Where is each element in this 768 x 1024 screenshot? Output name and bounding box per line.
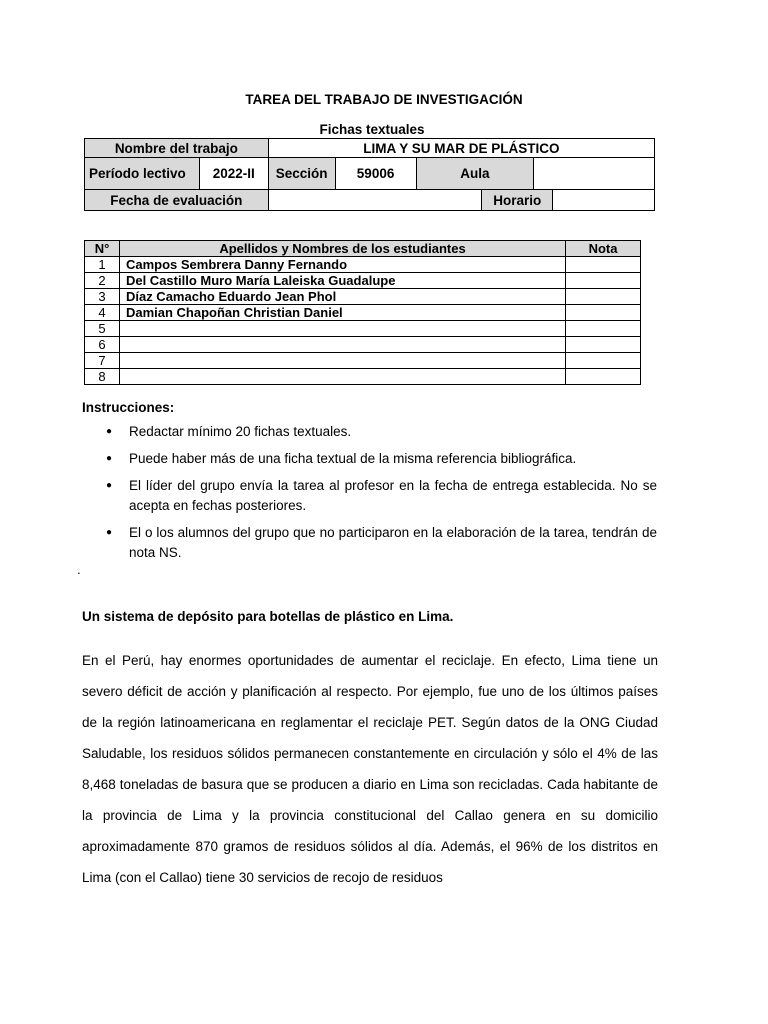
fecha-label: Fecha de evaluación bbox=[85, 190, 269, 211]
stray-mark: . bbox=[77, 562, 81, 577]
horario-value bbox=[553, 190, 655, 211]
student-grade bbox=[566, 257, 641, 273]
periodo-label: Período lectivo bbox=[85, 158, 200, 190]
info-table bbox=[84, 138, 655, 211]
student-grade bbox=[566, 337, 641, 353]
student-name bbox=[119, 321, 565, 337]
student-name: Campos Sembrera Danny Fernando bbox=[119, 257, 565, 273]
table-row bbox=[85, 289, 641, 305]
row-number: 8 bbox=[85, 369, 120, 385]
section-heading: Un sistema de depósito para botellas de plástico en Lima. bbox=[82, 609, 454, 624]
list-item: ● El o los alumnos del grupo que no participaron en la elaboración de la tarea, tendrán de nota NS. bbox=[106, 523, 657, 563]
table-row bbox=[85, 369, 641, 385]
student-name: Damian Chapoñan Christian Daniel bbox=[119, 305, 565, 321]
students-table bbox=[84, 240, 641, 385]
body-paragraph: En el Perú, hay enormes oportunidades de aumentar el reciclaje. En efecto, Lima tiene un severo déficit de acción y planificación al respecto. Por ejemplo, fue uno de los últimos países de la región latinoamericana en reglamentar el reciclaje PET. Según datos de la ONG Ciudad Saludable, los residuos sólidos permanecen constantemente en circulación y sólo el 4% de las 8,468 toneladas de basura que se producen a diario en Lima son recicladas. Cada habitante de la provincia de Lima y la provincia constitucional del Callao genera en su domicilio aproximadamente 870 gramos de residuos sólidos al día. Además, el 96% de los distritos en Lima (con el Callao) tiene 30 servicios de recojo de residuos bbox=[82, 653, 658, 885]
row-number: 7 bbox=[85, 353, 120, 369]
list-item: ● Redactar mínimo 20 fichas textuales. bbox=[106, 422, 657, 442]
students-header-row bbox=[85, 241, 641, 257]
student-grade bbox=[566, 321, 641, 337]
student-name bbox=[119, 353, 565, 369]
table-row bbox=[85, 273, 641, 289]
list-item: ● Puede haber más de una ficha textual de la misma referencia bibliográfica. bbox=[106, 449, 657, 469]
student-grade bbox=[566, 289, 641, 305]
nombre-value: LIMA Y SU MAR DE PLÁSTICO bbox=[268, 139, 654, 158]
row-number: 6 bbox=[85, 337, 120, 353]
student-name: Díaz Camacho Eduardo Jean Phol bbox=[119, 289, 565, 305]
student-name: Del Castillo Muro María Laleiska Guadalupe bbox=[119, 273, 565, 289]
fecha-value bbox=[268, 190, 482, 211]
instructions-list bbox=[106, 422, 657, 570]
student-name bbox=[119, 337, 565, 353]
table-row bbox=[85, 353, 641, 369]
periodo-value: 2022-II bbox=[199, 158, 268, 190]
row-number: 5 bbox=[85, 321, 120, 337]
row-number: 3 bbox=[85, 289, 120, 305]
nombre-label: Nombre del trabajo bbox=[85, 139, 269, 158]
header-number: N° bbox=[85, 241, 120, 257]
aula-value bbox=[534, 158, 655, 190]
header-names: Apellidos y Nombres de los estudiantes bbox=[119, 241, 565, 257]
student-grade bbox=[566, 369, 641, 385]
seccion-label: Sección bbox=[268, 158, 335, 190]
aula-label: Aula bbox=[416, 158, 534, 190]
student-grade bbox=[566, 305, 641, 321]
document-title: TAREA DEL TRABAJO DE INVESTIGACIÓN bbox=[245, 92, 523, 107]
header-grade: Nota bbox=[566, 241, 641, 257]
horario-label: Horario bbox=[482, 190, 553, 211]
table-row bbox=[85, 337, 641, 353]
table-row bbox=[85, 257, 641, 273]
table-row bbox=[85, 305, 641, 321]
seccion-value: 59006 bbox=[335, 158, 416, 190]
instructions-title: Instrucciones: bbox=[82, 400, 175, 415]
row-number: 2 bbox=[85, 273, 120, 289]
table-row bbox=[85, 321, 641, 337]
student-grade bbox=[566, 353, 641, 369]
document-subtitle: Fichas textuales bbox=[319, 122, 425, 137]
row-number: 1 bbox=[85, 257, 120, 273]
list-item: ● El líder del grupo envía la tarea al profesor en la fecha de entrega establecida. No se acepta en fechas posteriores. bbox=[106, 476, 657, 516]
student-name bbox=[119, 369, 565, 385]
row-number: 4 bbox=[85, 305, 120, 321]
student-grade bbox=[566, 273, 641, 289]
